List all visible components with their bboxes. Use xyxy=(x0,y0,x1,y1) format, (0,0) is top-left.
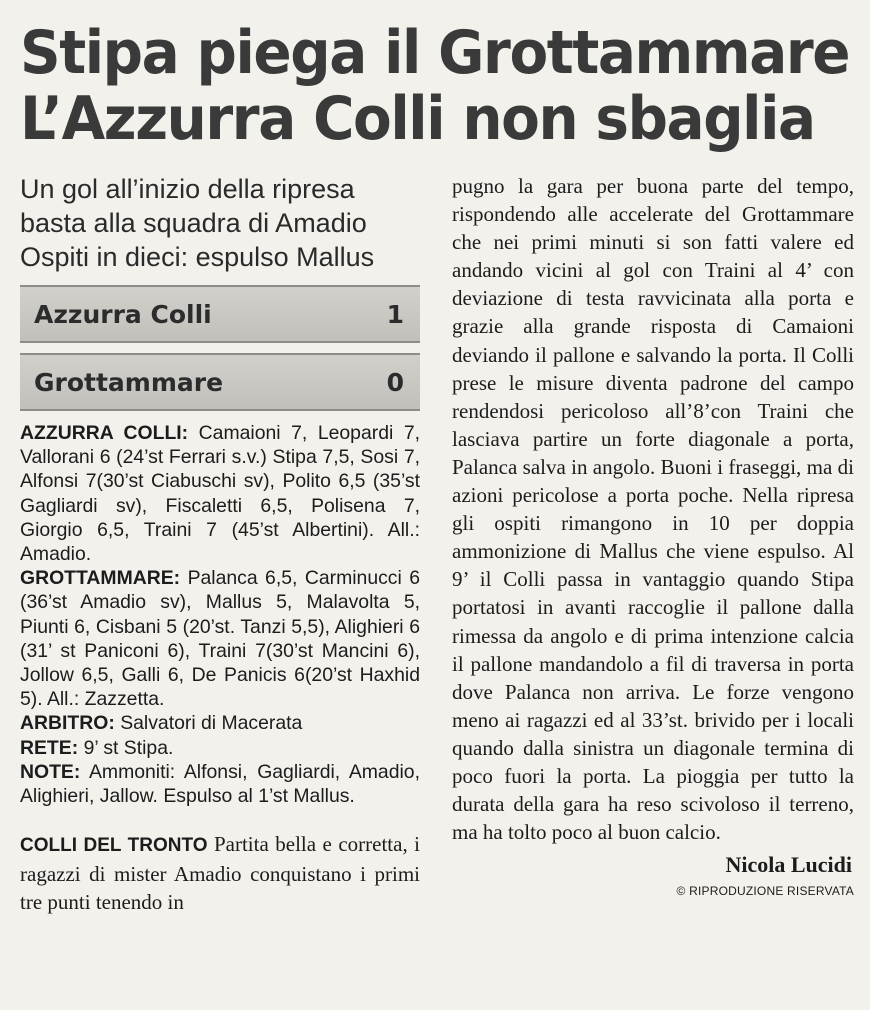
scoreboard-row-away xyxy=(20,353,420,411)
away-lineup-label: GROTTAMMARE: xyxy=(20,567,181,590)
article-body-start xyxy=(20,830,420,916)
subheadline xyxy=(20,172,420,274)
referee-label: ARBITRO: xyxy=(20,712,115,735)
away-lineup xyxy=(20,566,420,711)
home-team-score: 1 xyxy=(386,299,404,329)
home-lineup-text: Camaioni 7, Leopardi 7, Vallorani 6 (24’st Ferrari s.v.) Stipa 7,5, Sosi 7, Alfonsi 7(30’st Ciabuschi sv), Polito 6,5 (35’st Gagliardi sv), Fiscaletti 6,5, Polisena 7, Giorgio 6,5, Traini 7 (45’st Albertini). All.: Amadio. xyxy=(20,422,420,566)
away-lineup-text: Palanca 6,5, Carminucci 6 (36’st Amadio sv), Mallus 5, Malavolta 5, Piunti 6, Cisbani 5 (20’st. Tanzi 5,5), Alighieri 6 (31’ st Paniconi 6), Traini 7(30’st Mancini 6), Jollow 6,5, Galli 6, De Panicis 6(20’st Haxhid 5). All.: Zazzetta. xyxy=(20,567,421,711)
subhead-line-1: Un gol all’inizio della ripresa xyxy=(20,174,355,204)
referee xyxy=(20,711,420,735)
subhead-line-2: basta alla squadra di Amadio xyxy=(20,208,367,238)
article-kicker: COLLI DEL TRONTO xyxy=(20,835,208,857)
left-column xyxy=(20,172,420,917)
article-text-left: Partita bella e corretta, i ragazzi di mister Amadio conquistano i primi tre punti tenendo in xyxy=(20,832,421,915)
copyright-notice: © RIPRODUZIONE RISERVATA xyxy=(676,884,854,899)
away-team-score: 0 xyxy=(386,367,404,397)
away-team-name: Grottammare xyxy=(34,367,224,397)
headline-line-2: L’Azzurra Colli non sbaglia xyxy=(20,84,815,154)
notes xyxy=(20,760,420,808)
author-byline: Nicola Lucidi xyxy=(725,852,852,878)
match-card xyxy=(20,421,420,808)
goal xyxy=(20,736,420,760)
subhead-line-3: Ospiti in dieci: espulso Mallus xyxy=(20,242,375,272)
referee-text: Salvatori di Macerata xyxy=(120,712,303,735)
home-team-name: Azzurra Colli xyxy=(34,299,212,329)
headline-line-1: Stipa piega il Grottammare xyxy=(20,18,850,88)
goal-label: RETE: xyxy=(20,736,79,759)
notes-text: Ammoniti: Alfonsi, Gagliardi, Amadio, Alighieri, Jallow. Espulso al 1’st Mallus. xyxy=(20,760,420,808)
headline xyxy=(20,18,850,154)
scoreboard-row-home xyxy=(20,285,420,343)
right-column xyxy=(452,172,854,898)
notes-label: NOTE: xyxy=(20,760,81,783)
goal-text: 9’ st Stipa. xyxy=(83,736,174,759)
home-lineup-label: AZZURRA COLLI: xyxy=(20,422,189,444)
home-lineup xyxy=(20,421,420,566)
article-text-right: pugno la gara per buona parte del tempo, rispondendo alle accelerate del Grottammare che nei primi minuti si son fatti valere ed andando vicini al gol con Traini al 4’ con deviazione di testa ravvicinata alla porta e grazie alla grande risposta di Camaioni deviando il pallone e salvando la porta. Il Colli prese le misure diventa padrone del campo rendendosi pericoloso all’8’con Traini che lasciava partire un forte diagonale a porta, Palanca salva in angolo. Buoni i fraseggi, ma di azioni pericolose a porta poche. Nella ripresa gli ospiti rimangono in 10 per doppia ammonizione di Mallus che viene espulso. Al 9’ il Colli passa in vantaggio quando Stipa portatosi in avanti raccoglie il pallone dalla rimessa da angolo e di prima intenzione calcia il pallone mandandolo a fil di traversa in porta dove Palanca non arriva. Le forze vengono meno ai ragazzi ed al 33’st. brivido per i locali quando dalla sinistra un diagonale termina di poco fuori la porta. La pioggia per tutto la durata della gara ha reso scivoloso il terreno, ma ha tolto poco al buon calcio. xyxy=(452,174,854,845)
